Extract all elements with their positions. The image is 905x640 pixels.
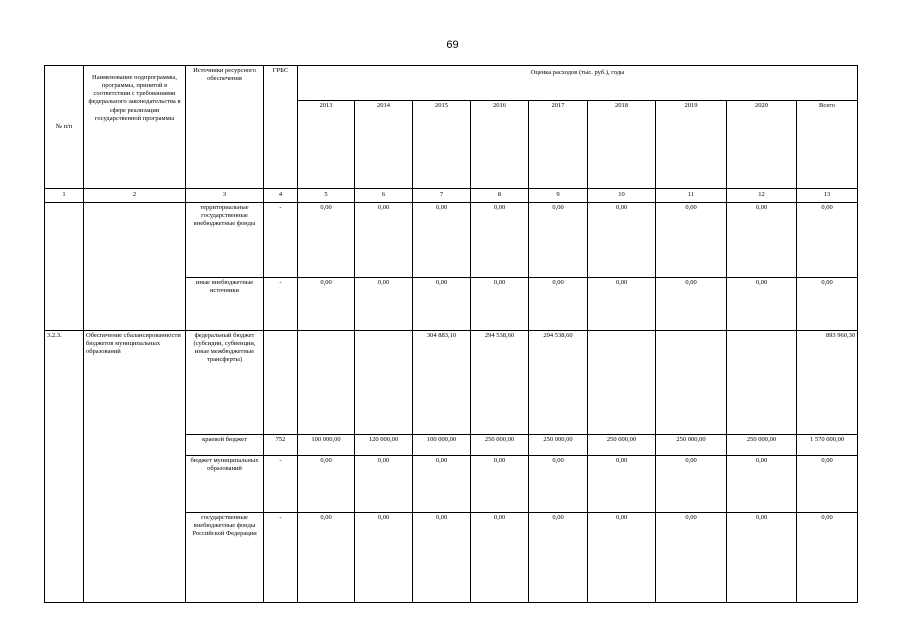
value-cell — [298, 330, 355, 435]
page-number: 69 — [446, 39, 459, 51]
year-header: 2016 — [471, 100, 529, 188]
row-grbs: - — [264, 278, 298, 331]
row-source: краевой бюджет — [186, 435, 264, 455]
year-header: 2018 — [588, 100, 656, 188]
row-source: иные внебюджетные источники — [186, 278, 264, 331]
column-number: 7 — [413, 188, 471, 202]
column-number: 8 — [471, 188, 529, 202]
row-grbs: - — [264, 455, 298, 512]
header-row — [45, 66, 858, 101]
value-cell — [656, 330, 727, 435]
row-num: 3.2.3. — [45, 330, 84, 602]
value-cell: 0,00 — [529, 278, 588, 331]
value-cell: 250 000,00 — [588, 435, 656, 455]
value-cell: 0,00 — [413, 278, 471, 331]
value-cell: 100 000,00 — [298, 435, 355, 455]
value-cell: 304 883,10 — [413, 330, 471, 435]
column-number: 1 — [45, 188, 84, 202]
value-cell: 250 000,00 — [529, 435, 588, 455]
value-cell: 0,00 — [413, 203, 471, 278]
value-cell: 250 000,00 — [471, 435, 529, 455]
column-number: 3 — [186, 188, 264, 202]
row-grbs: 752 — [264, 435, 298, 455]
expense-table — [44, 65, 858, 603]
value-cell: 0,00 — [355, 278, 413, 331]
value-cell: 0,00 — [727, 278, 797, 331]
table-row — [45, 330, 858, 435]
value-cell: 0,00 — [298, 455, 355, 512]
row-source: государственные внебюджетные фонды Российской Федерации — [186, 512, 264, 602]
value-cell: 1 570 000,00 — [797, 435, 858, 455]
value-cell: 0,00 — [797, 278, 858, 331]
value-cell: 0,00 — [588, 278, 656, 331]
header-estimate: Оценка расходов (тыс. руб.), годы — [298, 66, 858, 101]
column-number: 9 — [529, 188, 588, 202]
row-source: территориальные государственные внебюджетные фонды — [186, 203, 264, 278]
value-cell: 0,00 — [471, 203, 529, 278]
column-number: 10 — [588, 188, 656, 202]
row-grbs — [264, 330, 298, 435]
value-cell: 0,00 — [355, 512, 413, 602]
column-number: 5 — [298, 188, 355, 202]
column-number: 2 — [84, 188, 186, 202]
value-cell: 0,00 — [797, 512, 858, 602]
header-name: Наименование подпрограммы, программы, принятой в соответствии с требованиями федерального законодательства в сфере реализации государственной программы — [84, 66, 186, 189]
value-cell: 0,00 — [298, 203, 355, 278]
column-number: 6 — [355, 188, 413, 202]
value-cell: 294 538,60 — [471, 330, 529, 435]
year-header: Всего — [797, 100, 858, 188]
value-cell: 0,00 — [298, 278, 355, 331]
header-grbs: ГРБС — [264, 66, 298, 189]
value-cell — [727, 330, 797, 435]
year-header: 2017 — [529, 100, 588, 188]
year-header: 2013 — [298, 100, 355, 188]
value-cell: 0,00 — [529, 203, 588, 278]
year-header: 2014 — [355, 100, 413, 188]
value-cell: 893 960,30 — [797, 330, 858, 435]
value-cell: 0,00 — [656, 203, 727, 278]
value-cell: 294 538,60 — [529, 330, 588, 435]
year-header: 2020 — [727, 100, 797, 188]
value-cell: 0,00 — [298, 512, 355, 602]
column-number: 11 — [656, 188, 727, 202]
row-source: федеральный бюджет (субсидии, субвенции, иные межбюджетные трансферты) — [186, 330, 264, 435]
value-cell: 0,00 — [471, 278, 529, 331]
value-cell: 0,00 — [727, 455, 797, 512]
column-number: 12 — [727, 188, 797, 202]
value-cell: 0,00 — [413, 455, 471, 512]
value-cell: 0,00 — [355, 455, 413, 512]
value-cell: 0,00 — [797, 455, 858, 512]
value-cell: 0,00 — [656, 278, 727, 331]
value-cell: 0,00 — [727, 512, 797, 602]
value-cell: 0,00 — [471, 455, 529, 512]
value-cell: 0,00 — [588, 512, 656, 602]
row-grbs: - — [264, 203, 298, 278]
column-number: 4 — [264, 188, 298, 202]
value-cell: 0,00 — [797, 203, 858, 278]
value-cell: 100 000,00 — [413, 435, 471, 455]
row-grbs: - — [264, 512, 298, 602]
row-num — [45, 203, 84, 331]
value-cell — [588, 330, 656, 435]
value-cell: 0,00 — [727, 203, 797, 278]
column-number: 13 — [797, 188, 858, 202]
value-cell: 0,00 — [656, 455, 727, 512]
value-cell: 0,00 — [355, 203, 413, 278]
value-cell: 0,00 — [413, 512, 471, 602]
value-cell: 250 000,00 — [727, 435, 797, 455]
row-name: Обеспечение сбалансированности бюджетов муниципальных образований — [84, 330, 186, 602]
value-cell: 250 000,00 — [656, 435, 727, 455]
column-number-row — [45, 188, 858, 202]
year-header: 2019 — [656, 100, 727, 188]
row-source: бюджет муниципальных образований — [186, 455, 264, 512]
header-num: № п/п — [45, 66, 84, 189]
value-cell: 0,00 — [529, 455, 588, 512]
year-header: 2015 — [413, 100, 471, 188]
row-name — [84, 203, 186, 331]
value-cell — [355, 330, 413, 435]
value-cell: 0,00 — [471, 512, 529, 602]
table-row — [45, 203, 858, 278]
value-cell: 120 000,00 — [355, 435, 413, 455]
value-cell: 0,00 — [588, 203, 656, 278]
value-cell: 0,00 — [529, 512, 588, 602]
header-source: Источники ресурсного обеспечения — [186, 66, 264, 189]
value-cell: 0,00 — [656, 512, 727, 602]
value-cell: 0,00 — [588, 455, 656, 512]
